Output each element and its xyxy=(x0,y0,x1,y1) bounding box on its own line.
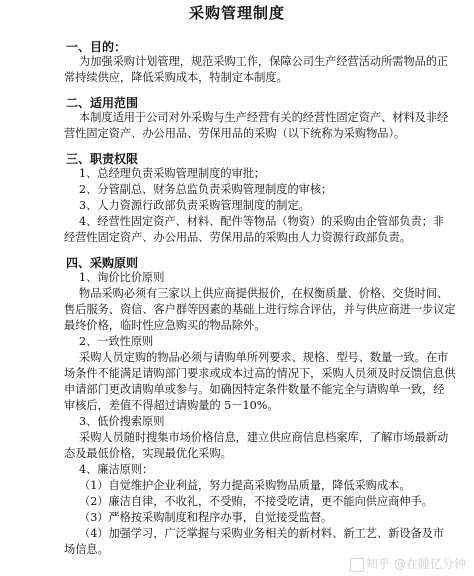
section-heading-scope: 二、适用范围 xyxy=(66,96,139,110)
paragraph-line: 营性固定资产、办公用品、劳保用品的采购（以下统称为采购物品）。 xyxy=(64,127,406,140)
section-heading-principles: 四、采购原则 xyxy=(66,256,139,270)
list-item: 2、分管副总、财务总监负责采购管理制度的审核； xyxy=(79,183,333,196)
list-item: （2）廉洁自律，不收礼，不受贿，不接受吃请，更不能向供应商伸手。 xyxy=(79,495,433,508)
list-item: 3、人力资源行政部负责采购管理制度的制定。 xyxy=(79,199,310,212)
watermark-text: 知乎 @在睡亿分钟 xyxy=(366,557,466,571)
list-item: 4、经营性固定资产、材料、配件等物品（物资）的采购由企管部负责；非 xyxy=(79,215,445,228)
paragraph-line: 申请部门更改请购单或参与。如确因特定条件数量不能完全与请购单一致，经 xyxy=(64,383,445,396)
list-item: （1）自觉维护企业利益，努力提高采购物品质量，降低采购成本。 xyxy=(79,479,411,492)
paragraph-line: 审核后，差值不得超过请购量的 5－10%。 xyxy=(64,399,279,412)
subheading-low-price: 3、低价搜索原则 xyxy=(79,415,165,428)
paragraph-line: 态及最低价格，实现最优化采购。 xyxy=(64,447,232,460)
list-item-continuation: 场信息。 xyxy=(64,543,109,556)
paragraph-line: 最终价格，临时性应急购买的物品除外。 xyxy=(64,319,266,332)
paragraph-line: 售后服务、资信、客户群等因素的基础上进行综合评估，并与供应商进一步议定 xyxy=(64,303,456,316)
subheading-integrity: 4、廉洁原则： xyxy=(79,463,154,476)
paragraph-line: 本制度适用于公司对外采购与生产经营有关的经营性固定资产、材料及非经 xyxy=(79,111,449,124)
paragraph-line: 物品采购必须有三家以上供应商提供报价，在权衡质量、价格、交货时间、 xyxy=(79,287,449,300)
paragraph-line: 常持续供应，降低采购成本，特制定本制度。 xyxy=(64,71,288,84)
subheading-consistency: 2、一致性原则 xyxy=(79,335,154,348)
list-item-continuation: 经营性固定资产、办公用品、劳保用品的采购由人力资源行政部负责。 xyxy=(64,231,411,244)
document-title: 采购管理制度 xyxy=(188,4,285,22)
paragraph-line: 场条件不能满足请购部门要求或成本过高的情况下，采购人员须及时反馈信息供 xyxy=(64,367,456,380)
section-heading-purpose: 一、目的： xyxy=(66,40,127,54)
list-item: 1、总经理负责采购管理制度的审批； xyxy=(79,167,266,180)
paragraph-line: 为加强采购计划管理，规范采购工作，保障公司生产经营活动所需物品的正 xyxy=(79,55,449,68)
paragraph-line: 采购人员定购的物品必须与请购单所列要求、规格、型号、数量一致。在市 xyxy=(79,351,449,364)
zhihu-logo-icon xyxy=(350,558,364,572)
paragraph-line: 采购人员随时搜集市场价格信息，建立供应商信息档案库，了解市场最新动 xyxy=(79,431,449,444)
section-heading-responsibilities: 三、职责权限 xyxy=(66,152,139,166)
subheading-inquiry: 1、询价比价原则 xyxy=(79,271,165,284)
watermark xyxy=(350,555,466,572)
list-item: （4）加强学习，广泛掌握与采购业务相关的新材料、新工艺、新设备及市 xyxy=(79,527,445,540)
list-item: （3）严格按采购制度和程序办事，自觉接受监督。 xyxy=(79,511,333,524)
